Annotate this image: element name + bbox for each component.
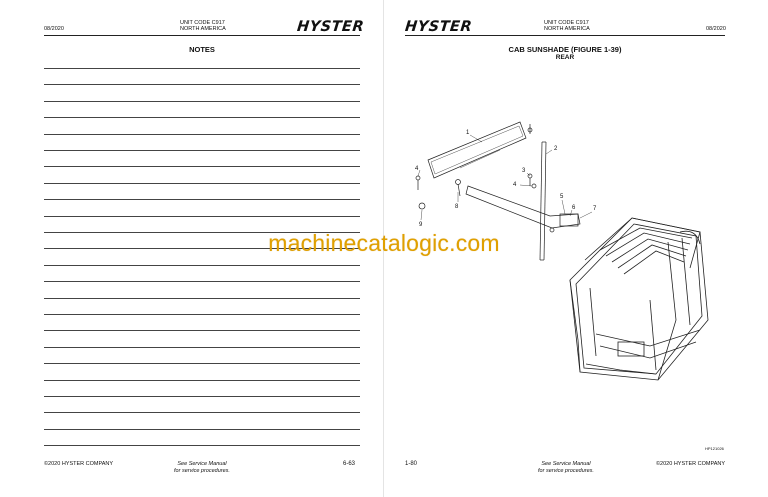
notes-ruled-line <box>44 216 360 217</box>
left-page-number: 6-63 <box>343 461 356 467</box>
callout-2: 2 <box>554 146 558 152</box>
notes-title: NOTES <box>189 45 215 54</box>
notes-ruled-line <box>44 445 360 446</box>
left-footer-manual-line1: See Service Manual <box>177 461 227 467</box>
right-date: 08/2020 <box>706 26 726 32</box>
notes-ruled-line <box>44 84 360 85</box>
callout-labels <box>415 130 597 228</box>
figure-title: CAB SUNSHADE (FIGURE 1-39) <box>508 45 622 54</box>
notes-ruled-line <box>44 265 360 266</box>
notes-ruled-line <box>44 183 360 184</box>
callout-4a: 4 <box>415 166 419 172</box>
left-header-rule <box>44 35 360 36</box>
notes-ruled-line <box>44 412 360 413</box>
callout-3: 3 <box>522 168 526 174</box>
callout-9: 9 <box>419 222 423 228</box>
right-region: NORTH AMERICA <box>544 26 590 32</box>
notes-ruled-line <box>44 363 360 364</box>
leader-lines <box>418 135 592 220</box>
right-footer-manual-line2: for service procedures. <box>538 467 594 474</box>
notes-ruled-line <box>44 199 360 200</box>
left-region: NORTH AMERICA <box>180 26 226 32</box>
notes-ruled-line <box>44 117 360 118</box>
notes-ruled-line <box>44 330 360 331</box>
notes-ruled-line <box>44 314 360 315</box>
notes-ruled-line <box>44 101 360 102</box>
fasteners <box>416 124 554 232</box>
watermark-text: machinecatalogic.com <box>268 230 500 256</box>
notes-ruled-line <box>44 429 360 430</box>
right-footer-manual <box>524 461 608 474</box>
notes-ruled-line <box>44 396 360 397</box>
bracket-arm <box>466 186 580 228</box>
left-hyster-logo: HYSTER <box>296 19 365 35</box>
notes-ruled-line <box>44 281 360 282</box>
callout-8: 8 <box>455 204 459 210</box>
notes-ruled-line <box>44 380 360 381</box>
right-hyster-logo: HYSTER <box>404 19 473 35</box>
left-footer-manual-line2: for service procedures. <box>174 467 230 474</box>
notes-ruled-line <box>44 150 360 151</box>
left-footer-copyright: ©2020 HYSTER COMPANY <box>44 461 114 467</box>
right-footer-copyright: ©2020 HYSTER COMPANY <box>656 461 726 467</box>
right-header-rule <box>405 35 725 36</box>
left-unit-code: UNIT CODE C917 <box>180 20 225 26</box>
notes-ruled-line <box>44 68 360 69</box>
right-footer-manual-line1: See Service Manual <box>541 461 591 467</box>
callout-4b: 4 <box>513 182 517 188</box>
figure-subtitle: REAR <box>555 54 575 61</box>
notes-ruled-line <box>44 298 360 299</box>
callout-5: 5 <box>560 194 564 200</box>
callout-6: 6 <box>572 205 576 211</box>
notes-ruled-line <box>44 166 360 167</box>
sunshade-panel <box>428 122 526 178</box>
callout-7: 7 <box>593 206 597 212</box>
left-date: 08/2020 <box>44 26 64 32</box>
left-footer-manual <box>160 461 244 474</box>
cab-sunshade-exploded-diagram <box>400 120 730 420</box>
right-page-number: 1-80 <box>405 461 418 467</box>
figure-id: HP121026 <box>705 446 724 451</box>
notes-ruled-line <box>44 347 360 348</box>
callout-1: 1 <box>466 130 470 136</box>
right-unit-code: UNIT CODE C917 <box>544 20 589 26</box>
notes-ruled-line <box>44 134 360 135</box>
